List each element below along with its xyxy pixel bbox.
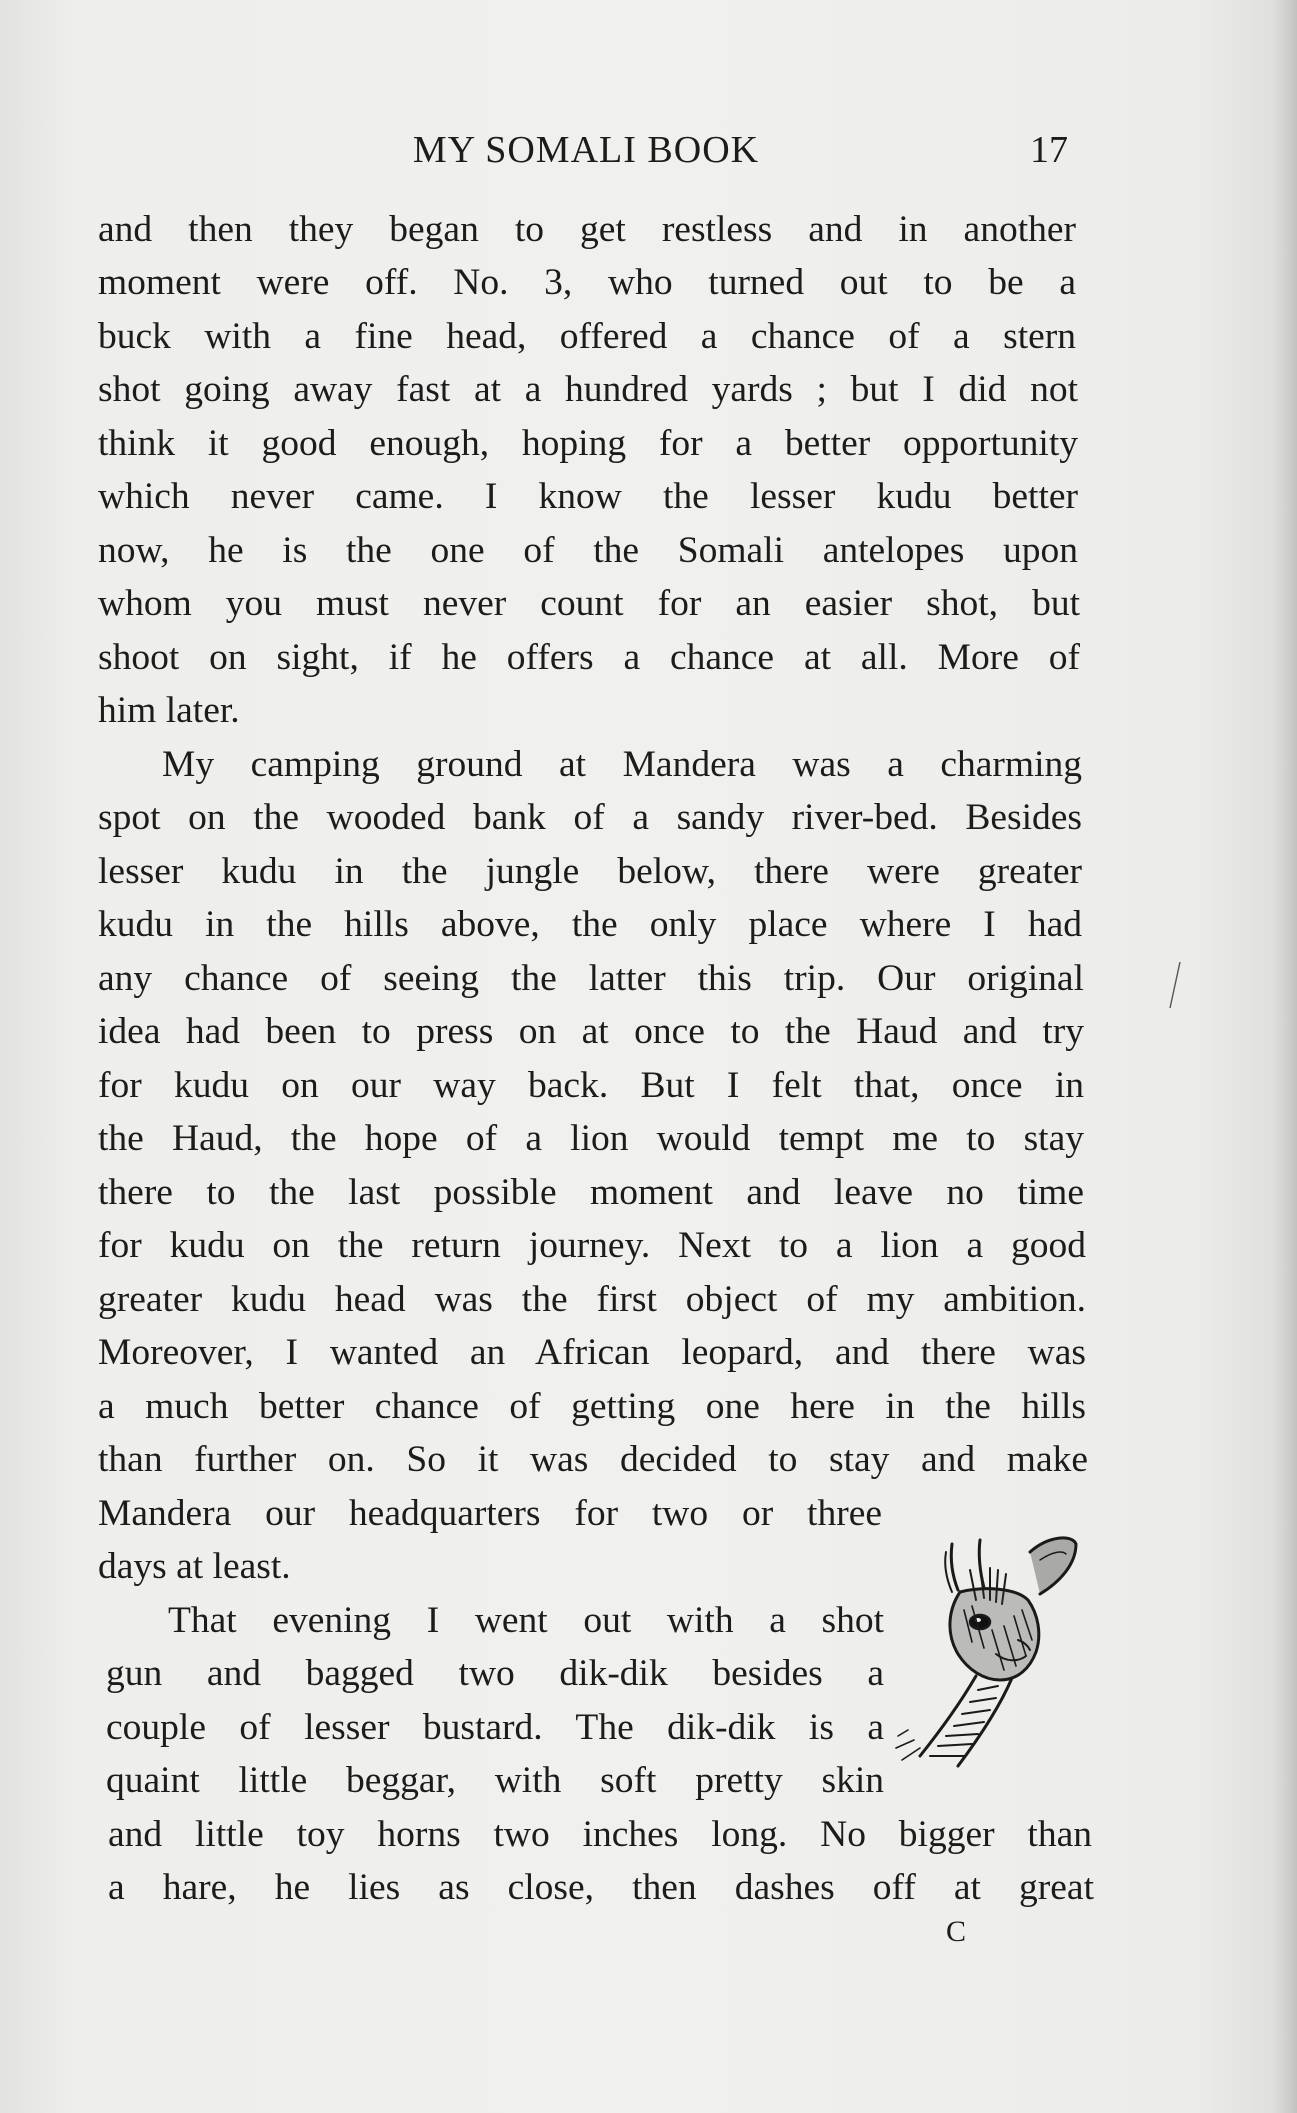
margin-pencil-mark — [1168, 960, 1182, 1010]
text-line: Moreover, I wanted an African leopard, and there was — [98, 1332, 1086, 1373]
text-line: couple of lesser bustard. The dik-dik is a — [106, 1707, 884, 1748]
text-line: for kudu on our way back. But I felt that, once in — [98, 1065, 1084, 1106]
text-line: gun and bagged two dik-dik besides a — [106, 1653, 884, 1694]
text-line: there to the last possible moment and leave no time — [98, 1172, 1084, 1213]
text-line: shoot on sight, if he offers a chance at all. More of — [98, 637, 1080, 678]
text-line: for kudu on the return journey. Next to a lion a good — [98, 1225, 1086, 1266]
text-line: him later. — [98, 690, 240, 731]
page-number: 17 — [1030, 129, 1068, 171]
text-line: a hare, he lies as close, then dashes off at great — [108, 1867, 1094, 1908]
page-header — [96, 128, 1076, 178]
text-line: kudu in the hills above, the only place where I had — [98, 904, 1082, 945]
text-line: the Haud, the hope of a lion would tempt me to stay — [98, 1118, 1084, 1159]
text-line: My camping ground at Mandera was a charming — [162, 744, 1082, 785]
text-line: any chance of seeing the latter this trip. Our original — [98, 958, 1084, 999]
signature-mark: C — [946, 1915, 968, 1948]
text-line: shot going away fast at a hundred yards ; but I did not — [98, 369, 1078, 410]
text-line: moment were off. No. 3, who turned out to be a — [98, 262, 1076, 303]
text-line: That evening I went out with a shot — [168, 1600, 884, 1641]
text-line: quaint little beggar, with soft pretty skin — [106, 1760, 884, 1801]
text-line: than further on. So it was decided to stay and make — [98, 1439, 1088, 1480]
text-line: and little toy horns two inches long. No bigger than — [108, 1814, 1092, 1855]
page-edge-shadow — [1271, 0, 1297, 2113]
dik-dik-head-illustration — [880, 1530, 1130, 1770]
text-line: think it good enough, hoping for a better opportunity — [98, 423, 1078, 464]
text-line: and then they began to get restless and in another — [98, 209, 1076, 250]
text-line: which never came. I know the lesser kudu better — [98, 476, 1078, 517]
text-line: lesser kudu in the jungle below, there were greater — [98, 851, 1082, 892]
running-title: MY SOMALI BOOK — [412, 129, 760, 171]
text-line: spot on the wooded bank of a sandy river-bed. Besides — [98, 797, 1082, 838]
text-line: a much better chance of getting one here in the hills — [98, 1386, 1086, 1427]
text-line: Mandera our headquarters for two or three — [98, 1493, 882, 1534]
text-line: now, he is the one of the Somali antelopes upon — [98, 530, 1078, 571]
text-line: idea had been to press on at once to the Haud and try — [98, 1011, 1084, 1052]
text-line: days at least. — [98, 1546, 291, 1587]
text-line: greater kudu head was the first object of my ambition. — [98, 1279, 1086, 1320]
text-line: whom you must never count for an easier shot, but — [98, 583, 1080, 624]
text-line: buck with a fine head, offered a chance of a stern — [98, 316, 1076, 357]
